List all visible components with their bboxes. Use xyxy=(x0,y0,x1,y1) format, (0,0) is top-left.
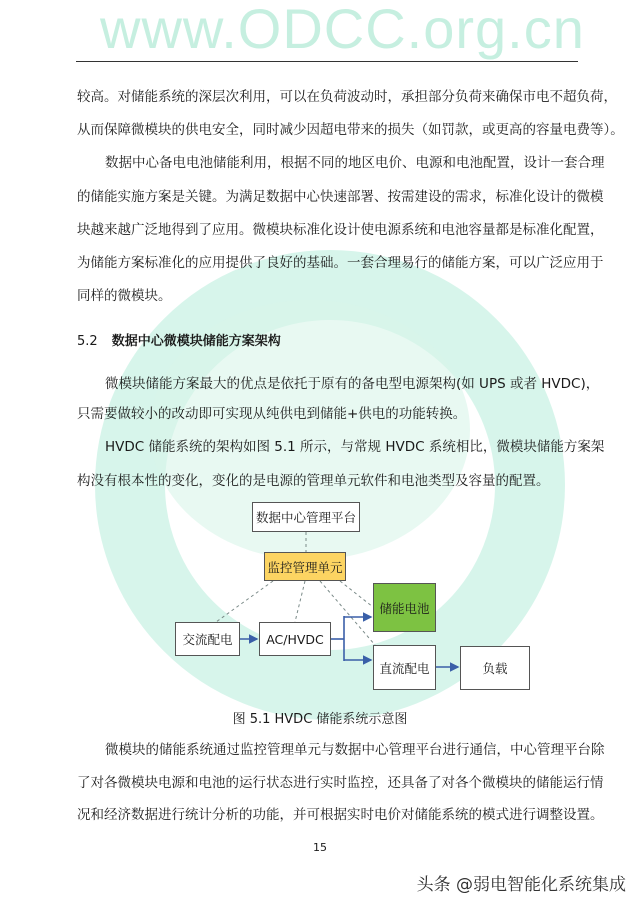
section-number: 5.2 xyxy=(77,334,98,349)
para-line: 较高。对储能系统的深层次利用，可以在负荷波动时，承担部分负荷来确保市电不超负荷， xyxy=(77,89,617,105)
para-line: 同样的微模块。 xyxy=(77,288,172,304)
para-line: 块越来越广泛地得到了应用。微模块标准化设计使电源系统和电池容量都是标准化配置， xyxy=(77,222,604,238)
para-line: 微模块储能方案最大的优点是依托于原有的备电型电源架构(如 UPS 或者 HVDC)， xyxy=(105,376,600,392)
para-line: 微模块的储能系统通过监控管理单元与数据中心管理平台进行通信，中心管理平台除 xyxy=(105,742,605,758)
para-line: 况和经济数据进行统计分析的功能，并可根据实时电价对储能系统的模式进行调整设置。 xyxy=(77,807,604,823)
dc-distribution-box: 直流配电 xyxy=(373,645,436,690)
para-line: 只需要做较小的改动即可实现从纯供电到储能+供电的功能转换。 xyxy=(77,406,467,422)
para-line: 数据中心备电电池储能利用，根据不同的地区电价、电源和电池配置，设计一套合理 xyxy=(105,155,605,171)
platform-box: 数据中心管理平台 xyxy=(252,502,360,532)
page-number: 15 xyxy=(313,841,327,854)
para-line: 的储能实施方案是关键。为满足数据中心快速部署、按需建设的需求，标准化设计的微模 xyxy=(77,189,604,205)
para-line: 构没有根本性的变化，变化的是电源的管理单元软件和电池类型及容量的配置。 xyxy=(77,473,550,489)
load-box: 负载 xyxy=(460,646,530,690)
section-title: 数据中心微模块储能方案架构 xyxy=(111,334,281,349)
source-attribution: 头条 @弱电智能化系统集成 xyxy=(416,875,626,895)
para-line: HVDC 储能系统的架构如图 5.1 所示，与常规 HVDC 系统相比，微模块储能方案架 xyxy=(105,439,605,455)
ac-distribution-box: 交流配电 xyxy=(175,622,240,656)
figure-caption: 图 5.1 HVDC 储能系统示意图 xyxy=(232,712,408,727)
para-line: 从而保障微模块的供电安全，同时减少因超电带来的损失（如罚款，或更高的容量电费等）。 xyxy=(77,122,624,138)
para-line: 了对各微模块电源和电池的运行状态进行实时监控，还具备了对各个微模块的储能运行情 xyxy=(77,775,604,791)
monitor-unit-box: 监控管理单元 xyxy=(264,552,346,581)
watermark-text: www.ODCC.org.cn xyxy=(100,0,585,60)
ac-hvdc-box: AC/HVDC xyxy=(259,622,331,656)
para-line: 为储能方案标准化的应用提供了良好的基础。一套合理易行的储能方案，可以广泛应用于 xyxy=(77,255,604,271)
battery-box: 储能电池 xyxy=(373,583,436,632)
